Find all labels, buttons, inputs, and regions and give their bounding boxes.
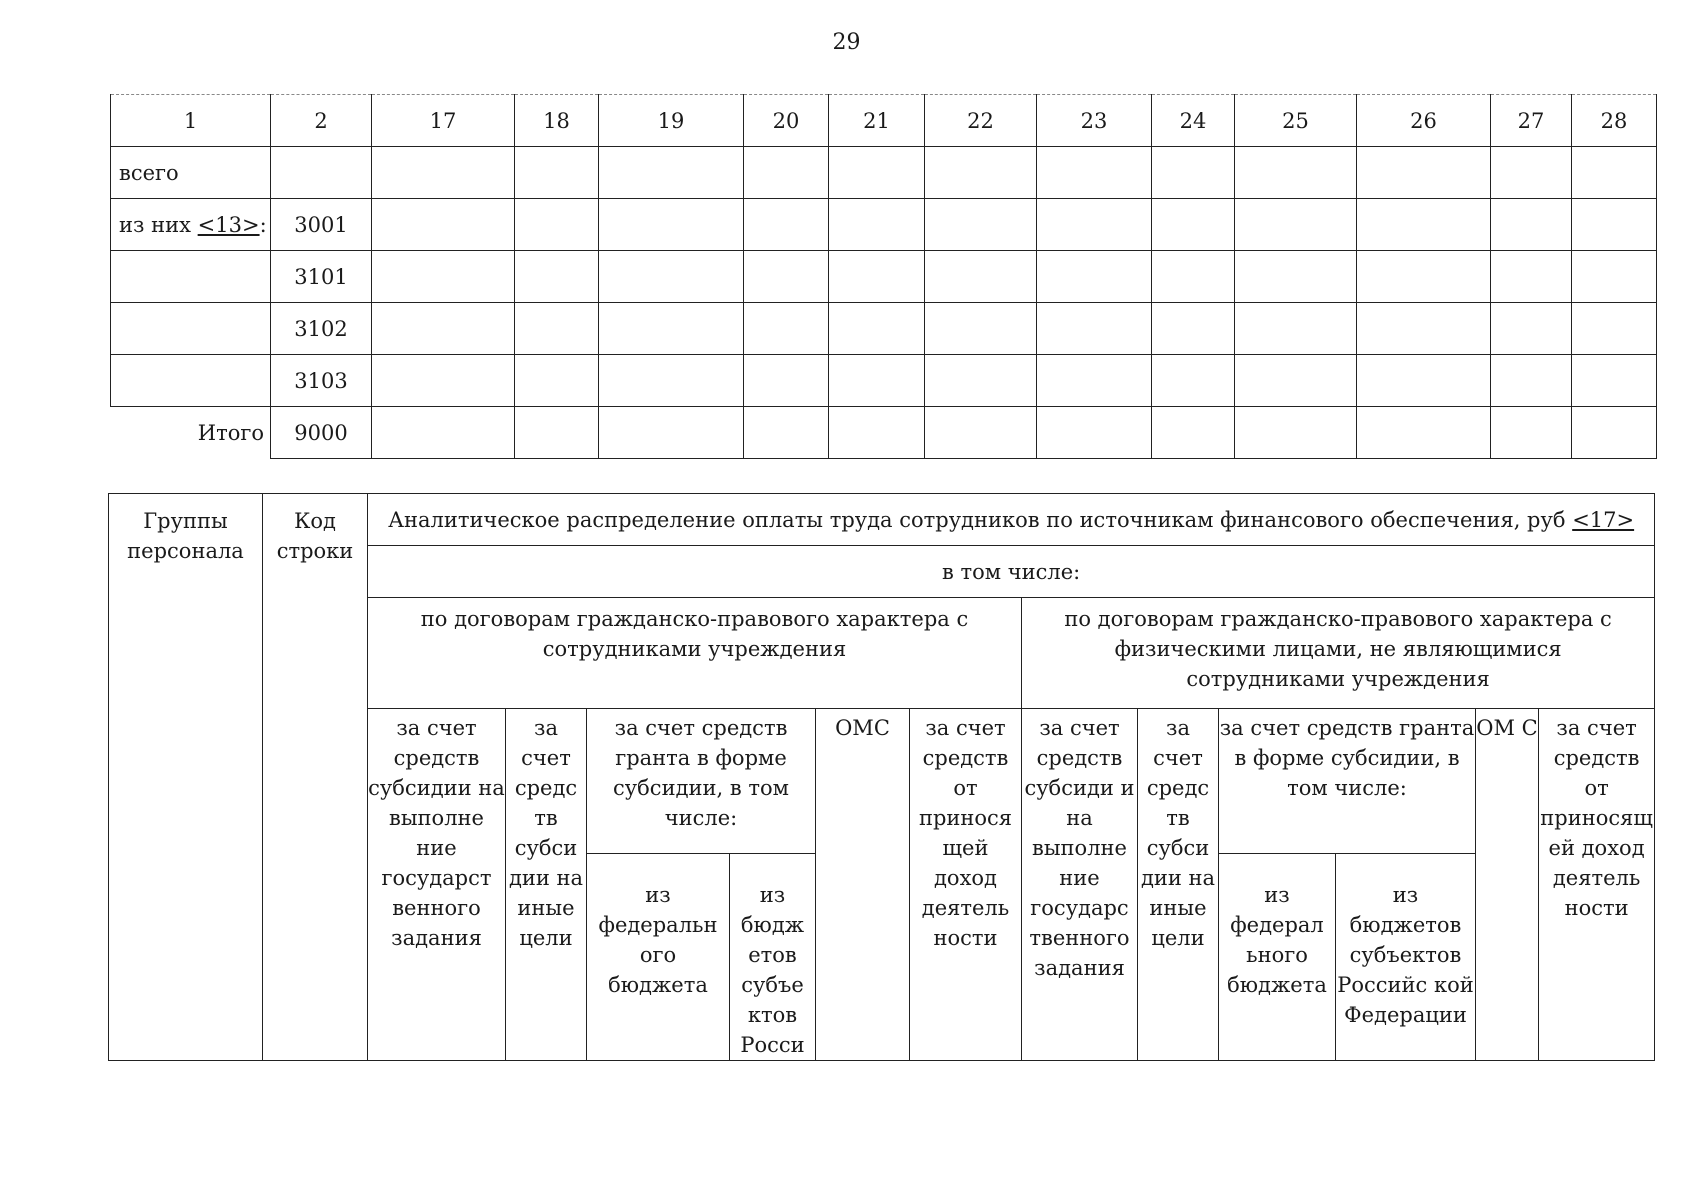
col-header: 2 [271,95,372,147]
grant-col-2: за счет средств гранта в форме субсидии, в том числе: [1219,709,1476,854]
col-header: 26 [1357,95,1491,147]
grant-col: за счет средств гранта в форме субсидии, в том числе: [587,709,816,854]
table-row [111,251,1657,303]
row-code [271,147,372,199]
header-row [111,95,1657,147]
federal-col: из федеральн ого бюджета [587,854,730,1061]
row-label [111,251,271,303]
regional-col: из бюдж етов субъе ктов Росси [730,854,816,1061]
oms-col: ОМС [816,709,910,1061]
total-row [111,407,1657,459]
oms-col-2: ОМ С [1476,709,1539,1061]
col-header: 25 [1235,95,1357,147]
footnote-link[interactable]: <13> [197,212,260,237]
page-number: 29 [832,30,861,55]
col-header: 28 [1572,95,1657,147]
income-col: за счет средств от принося щей доход деятель ности [910,709,1022,1061]
table-row [111,199,1657,251]
col-header: 20 [744,95,829,147]
row-code: 3103 [271,355,372,407]
in-number-header: в том числе: [368,546,1655,598]
row-code: 3102 [271,303,372,355]
col-header: 18 [515,95,599,147]
col-header: 24 [1152,95,1235,147]
table-row [111,355,1657,407]
row-label [111,303,271,355]
col-header: 17 [372,95,515,147]
main-header: Аналитическое распределение оплаты труда сотрудников по источникам финансового обеспечения, руб <17> [368,494,1655,546]
federal-col-2: из федерал ьного бюджета [1219,854,1336,1061]
col-header: 23 [1037,95,1152,147]
footnote-link[interactable]: <17> [1572,507,1635,532]
nonstaff-contracts-header: по договорам гражданско-правового характера с физическими лицами, не являющимися сотрудниками учреждения [1022,598,1655,709]
regional-col-2: из бюджетов субъектов Российс кой Федерации [1336,854,1476,1061]
income-col-2: за счет средств от приносящ ей доход деятель ности [1539,709,1655,1061]
state-task-col: за счет средств субсидии на выполне ние государст венного задания [368,709,506,1061]
row-code: 3101 [271,251,372,303]
table-row [111,303,1657,355]
row-label [111,355,271,407]
total-code: 9000 [271,407,372,459]
col-header: 1 [111,95,271,147]
bottom-header-table [108,493,1655,1061]
col-header: 27 [1491,95,1572,147]
row-code: 3001 [271,199,372,251]
total-label: Итого [111,407,271,459]
table-row [111,147,1657,199]
row-label: из них <13>: [111,199,271,251]
groups-header: Группы персонала [109,494,263,1061]
other-subsidy-col-2: за счет средс тв субси дии на иные цели [1138,709,1219,1061]
other-subsidy-col: за счет средс тв субси дии на иные цели [506,709,587,1061]
col-header: 19 [599,95,744,147]
top-data-table [110,94,1657,459]
code-header: Код строки [263,494,368,1061]
row-label: всего [111,147,271,199]
col-header: 22 [925,95,1037,147]
col-header: 21 [829,95,925,147]
state-task-col-2: за счет средств субсиди и на выполне ние государс твенного задания [1022,709,1138,1061]
staff-contracts-header: по договорам гражданско-правового характера с сотрудниками учреждения [368,598,1022,709]
